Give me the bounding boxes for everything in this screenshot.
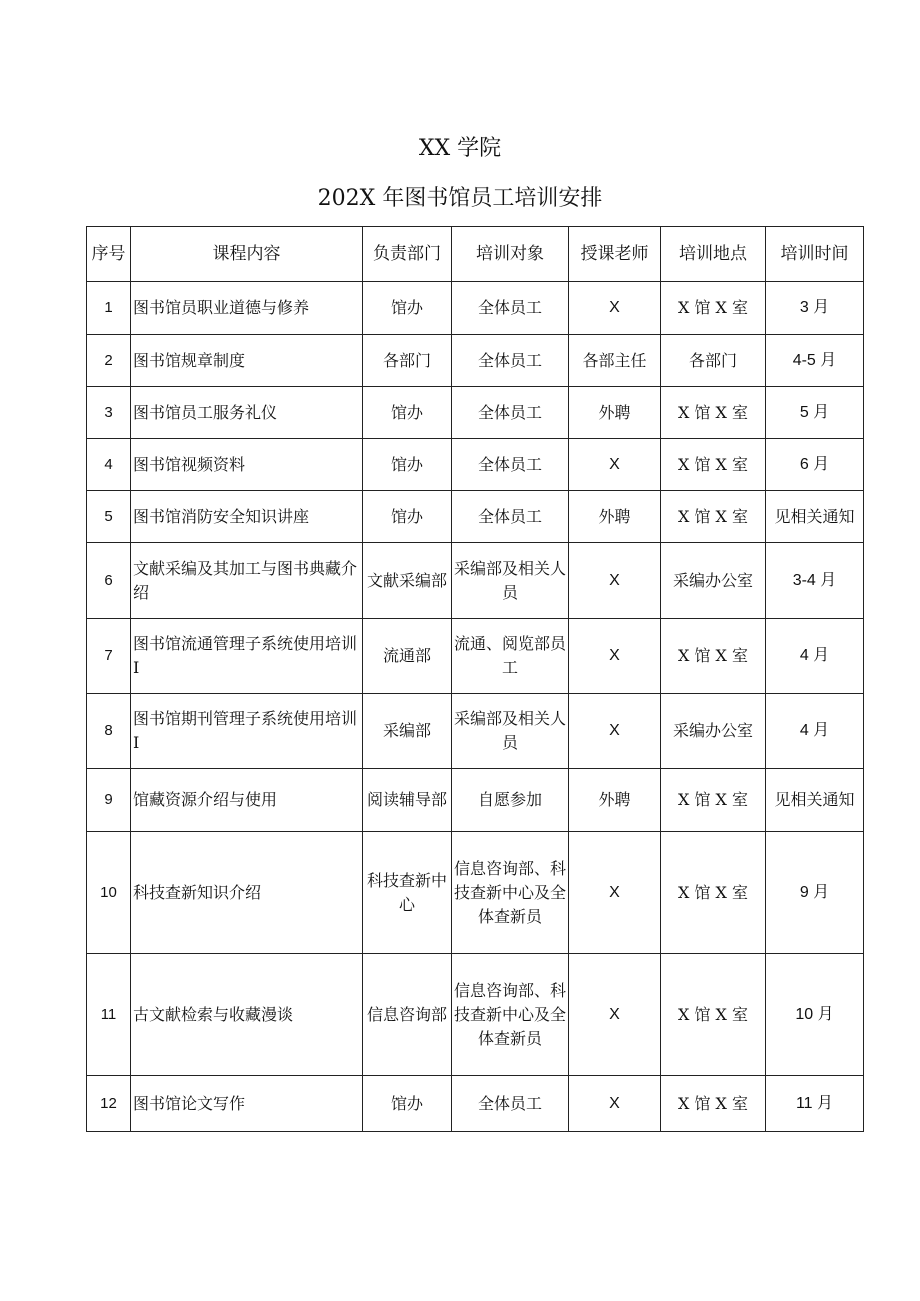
cell-course: 图书馆员职业道德与修养 xyxy=(131,282,363,335)
cell-no: 6 xyxy=(87,543,131,619)
table-row xyxy=(87,282,864,335)
cell-department: 馆办 xyxy=(363,282,452,335)
cell-location: X 馆 X 室 xyxy=(661,619,766,694)
header-cell-time: 培训时间 xyxy=(766,227,864,282)
cell-location: X 馆 X 室 xyxy=(661,769,766,832)
cell-course: 馆藏资源介绍与使用 xyxy=(131,769,363,832)
cell-department: 馆办 xyxy=(363,1076,452,1132)
cell-course: 文献采编及其加工与图书典藏介绍 xyxy=(131,543,363,619)
header-cell-course: 课程内容 xyxy=(131,227,363,282)
cell-no: 2 xyxy=(87,335,131,387)
table-row xyxy=(87,1076,864,1132)
cell-audience: 全体员工 xyxy=(452,335,569,387)
cell-instructor: 外聘 xyxy=(569,491,661,543)
cell-audience: 采编部及相关人员 xyxy=(452,543,569,619)
cell-time: 11 月 xyxy=(766,1076,864,1132)
table-row xyxy=(87,491,864,543)
cell-course: 图书馆期刊管理子系统使用培训 I xyxy=(131,694,363,769)
cell-time: 4 月 xyxy=(766,619,864,694)
cell-department: 文献采编部 xyxy=(363,543,452,619)
cell-no: 4 xyxy=(87,439,131,491)
cell-instructor: X xyxy=(569,832,661,954)
cell-location: 采编办公室 xyxy=(661,543,766,619)
cell-department: 流通部 xyxy=(363,619,452,694)
cell-department: 科技查新中心 xyxy=(363,832,452,954)
header-cell-location: 培训地点 xyxy=(661,227,766,282)
cell-department: 馆办 xyxy=(363,387,452,439)
cell-location: X 馆 X 室 xyxy=(661,1076,766,1132)
cell-audience: 全体员工 xyxy=(452,439,569,491)
cell-instructor: X xyxy=(569,694,661,769)
cell-location: 各部门 xyxy=(661,335,766,387)
cell-time: 4 月 xyxy=(766,694,864,769)
cell-location: X 馆 X 室 xyxy=(661,832,766,954)
cell-department: 各部门 xyxy=(363,335,452,387)
cell-time: 3-4 月 xyxy=(766,543,864,619)
table-row xyxy=(87,439,864,491)
header-cell-no: 序号 xyxy=(87,227,131,282)
cell-audience: 全体员工 xyxy=(452,491,569,543)
cell-no: 11 xyxy=(87,954,131,1076)
cell-department: 采编部 xyxy=(363,694,452,769)
table-row xyxy=(87,769,864,832)
cell-audience: 自愿参加 xyxy=(452,769,569,832)
cell-location: X 馆 X 室 xyxy=(661,439,766,491)
cell-instructor: 各部主任 xyxy=(569,335,661,387)
cell-course: 图书馆流通管理子系统使用培训 I xyxy=(131,619,363,694)
cell-no: 9 xyxy=(87,769,131,832)
table-row xyxy=(87,832,864,954)
cell-time: 4-5 月 xyxy=(766,335,864,387)
document-subtitle: 202X 年图书馆员工培训安排 xyxy=(317,186,603,211)
header-row xyxy=(87,227,864,282)
cell-instructor: X xyxy=(569,282,661,335)
training-schedule-table xyxy=(86,226,864,1132)
document-title: XX 学院 xyxy=(418,136,502,161)
cell-instructor: X xyxy=(569,1076,661,1132)
cell-course: 古文献检索与收藏漫谈 xyxy=(131,954,363,1076)
cell-no: 5 xyxy=(87,491,131,543)
cell-course: 图书馆论文写作 xyxy=(131,1076,363,1132)
cell-instructor: 外聘 xyxy=(569,387,661,439)
cell-department: 阅读辅导部 xyxy=(363,769,452,832)
header-cell-audience: 培训对象 xyxy=(452,227,569,282)
cell-course: 图书馆视频资料 xyxy=(131,439,363,491)
cell-instructor: X xyxy=(569,439,661,491)
cell-time: 见相关通知 xyxy=(766,769,864,832)
cell-audience: 全体员工 xyxy=(452,1076,569,1132)
cell-department: 馆办 xyxy=(363,439,452,491)
header-cell-department: 负责部门 xyxy=(363,227,452,282)
cell-time: 6 月 xyxy=(766,439,864,491)
cell-course: 图书馆消防安全知识讲座 xyxy=(131,491,363,543)
cell-instructor: X xyxy=(569,619,661,694)
table-row xyxy=(87,335,864,387)
cell-course: 图书馆员工服务礼仪 xyxy=(131,387,363,439)
cell-time: 9 月 xyxy=(766,832,864,954)
cell-audience: 信息咨询部、科技查新中心及全体查新员 xyxy=(452,832,569,954)
cell-time: 5 月 xyxy=(766,387,864,439)
cell-no: 1 xyxy=(87,282,131,335)
cell-audience: 全体员工 xyxy=(452,282,569,335)
cell-course: 图书馆规章制度 xyxy=(131,335,363,387)
cell-audience: 采编部及相关人员 xyxy=(452,694,569,769)
cell-no: 8 xyxy=(87,694,131,769)
table-row xyxy=(87,387,864,439)
table-row xyxy=(87,543,864,619)
cell-instructor: X xyxy=(569,543,661,619)
table-row xyxy=(87,694,864,769)
cell-location: 采编办公室 xyxy=(661,694,766,769)
cell-time: 见相关通知 xyxy=(766,491,864,543)
cell-audience: 流通、阅览部员工 xyxy=(452,619,569,694)
table-row xyxy=(87,954,864,1076)
cell-audience: 信息咨询部、科技查新中心及全体查新员 xyxy=(452,954,569,1076)
cell-no: 7 xyxy=(87,619,131,694)
cell-no: 3 xyxy=(87,387,131,439)
cell-no: 12 xyxy=(87,1076,131,1132)
cell-audience: 全体员工 xyxy=(452,387,569,439)
cell-time: 10 月 xyxy=(766,954,864,1076)
cell-instructor: 外聘 xyxy=(569,769,661,832)
cell-location: X 馆 X 室 xyxy=(661,282,766,335)
cell-location: X 馆 X 室 xyxy=(661,954,766,1076)
cell-department: 信息咨询部 xyxy=(363,954,452,1076)
cell-location: X 馆 X 室 xyxy=(661,491,766,543)
table-row xyxy=(87,619,864,694)
cell-location: X 馆 X 室 xyxy=(661,387,766,439)
cell-course: 科技查新知识介绍 xyxy=(131,832,363,954)
cell-time: 3 月 xyxy=(766,282,864,335)
cell-no: 10 xyxy=(87,832,131,954)
cell-department: 馆办 xyxy=(363,491,452,543)
header-cell-instructor: 授课老师 xyxy=(569,227,661,282)
cell-instructor: X xyxy=(569,954,661,1076)
